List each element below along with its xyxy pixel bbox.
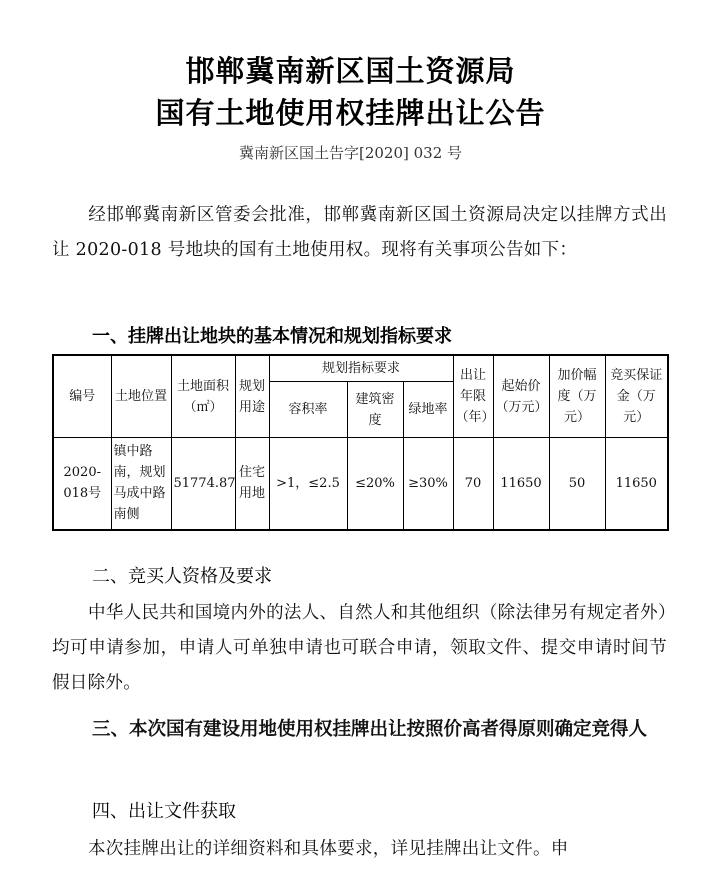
cell-far: >1，≤2.5: [269, 438, 347, 530]
cell-term: 70: [453, 438, 493, 530]
notice-title-line2: 国有土地使用权挂牌出让公告: [155, 96, 546, 130]
header-use: 规划用途: [235, 355, 269, 438]
header-area: 土地面积（㎡）: [171, 355, 235, 438]
section4-heading: 四、出让文件获取: [92, 801, 236, 822]
cell-location: 镇中路南，规划马成中路南侧: [111, 438, 171, 530]
section3-heading: [52, 712, 672, 748]
header-green: 绿地率: [403, 382, 453, 438]
land-parcel-table: [52, 354, 669, 531]
intro-paragraph: [52, 198, 667, 268]
cell-increment: 50: [549, 438, 605, 530]
cell-parcel-no: 2020-018号: [53, 438, 111, 530]
section3-text: 三、本次国有建设用地使用权挂牌出让按照价高者得原则确定竞得人: [92, 719, 648, 740]
document-number: 冀南新区国土告字[2020] 032 号: [238, 144, 463, 162]
section2-paragraph: [52, 596, 667, 701]
cell-green: ≥30%: [403, 438, 453, 530]
section4-text: 本次挂牌出让的详细资料和具体要求，详见挂牌出让文件。申: [88, 839, 569, 859]
section4-paragraph: [52, 832, 667, 867]
cell-density: ≤20%: [347, 438, 403, 530]
notice-title-line1: 邯郸冀南新区国土资源局: [185, 54, 516, 88]
header-increment: 加价幅度（万元）: [549, 355, 605, 438]
cell-start-price: 11650: [493, 438, 549, 530]
table-row: [53, 438, 668, 530]
header-term: 出让年限（年）: [453, 355, 493, 438]
cell-area: 51774.87: [171, 438, 235, 530]
header-deposit: 竞买保证金（万元）: [605, 355, 668, 438]
cell-deposit: 11650: [605, 438, 668, 530]
table-header-row: [53, 355, 668, 382]
intro-text: 经邯郸冀南新区管委会批准，邯郸冀南新区国土资源局决定以挂牌方式出让 2020-018 号地块的国有土地使用权。现将有关事项公告如下：: [52, 205, 667, 260]
header-far: 容积率: [269, 382, 347, 438]
section2-text: 中华人民共和国境内外的法人、自然人和其他组织（除法律另有规定者外）均可申请参加，申请人可单独申请也可联合申请，领取文件、提交申请时间节假日除外。: [52, 603, 667, 693]
header-parcel-no: 编号: [53, 355, 111, 438]
header-indicators: 规划指标要求: [269, 355, 453, 382]
header-location: 土地位置: [111, 355, 171, 438]
section1-heading: 一、挂牌出让地块的基本情况和规划指标要求: [92, 326, 452, 347]
header-density: 建筑密度: [347, 382, 403, 438]
cell-use: 住宅用地: [235, 438, 269, 530]
header-start-price: 起始价（万元）: [493, 355, 549, 438]
section2-heading: 二、竞买人资格及要求: [92, 566, 272, 587]
